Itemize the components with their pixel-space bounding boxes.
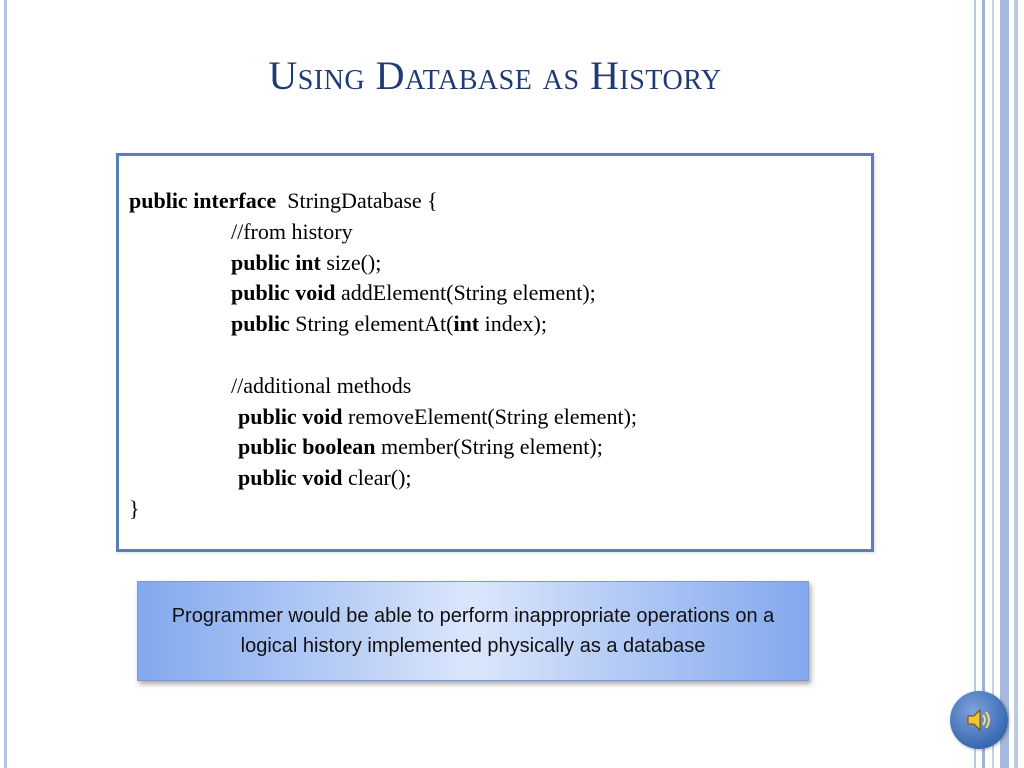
code-text: }	[129, 495, 140, 521]
audio-button[interactable]	[950, 691, 1008, 749]
code-line	[129, 217, 637, 248]
code-keyword: public void	[238, 465, 343, 491]
code-keyword: public interface	[129, 188, 277, 213]
decor-stripe	[974, 0, 976, 768]
code-text: index);	[479, 311, 547, 337]
code-keyword: public void	[238, 403, 343, 429]
code-keyword: public boolean	[238, 434, 376, 460]
code-keyword: public int	[231, 249, 321, 275]
callout-text: Programmer would be able to perform inappropriate operations on a logical history implemented physically as a database	[171, 604, 775, 657]
code-text: String elementAt(	[289, 311, 454, 337]
code-line	[129, 248, 637, 279]
decor-stripe	[982, 0, 985, 768]
code-keyword: int	[453, 311, 480, 337]
code-keyword: public void	[231, 280, 336, 306]
decor-stripe	[1014, 0, 1018, 768]
code-block	[129, 186, 637, 525]
code-line	[129, 186, 637, 217]
decor-stripe	[1000, 0, 1009, 768]
slide-title: Using Database as History	[268, 53, 722, 98]
code-line	[129, 432, 637, 463]
code-text: clear();	[342, 465, 412, 491]
code-text: member(String element);	[375, 434, 603, 460]
code-text: addElement(String element);	[335, 280, 596, 306]
code-line	[129, 402, 637, 433]
callout-box	[137, 581, 809, 681]
code-line	[129, 494, 637, 525]
code-line	[129, 371, 637, 402]
code-line	[129, 309, 637, 340]
decor-stripe	[992, 0, 994, 768]
speaker-icon	[964, 705, 994, 735]
slide-right-decoration	[974, 0, 1024, 768]
code-keyword: public	[231, 311, 290, 337]
code-text: removeElement(String element);	[342, 403, 638, 429]
slide-left-border	[4, 0, 7, 768]
code-text: StringDatabase {	[276, 188, 438, 213]
code-line	[129, 463, 637, 494]
code-comment: //from history	[231, 218, 353, 244]
code-comment: //additional methods	[231, 372, 412, 398]
code-line	[129, 278, 637, 309]
code-text: size();	[320, 249, 382, 275]
code-blank-line	[129, 340, 637, 371]
